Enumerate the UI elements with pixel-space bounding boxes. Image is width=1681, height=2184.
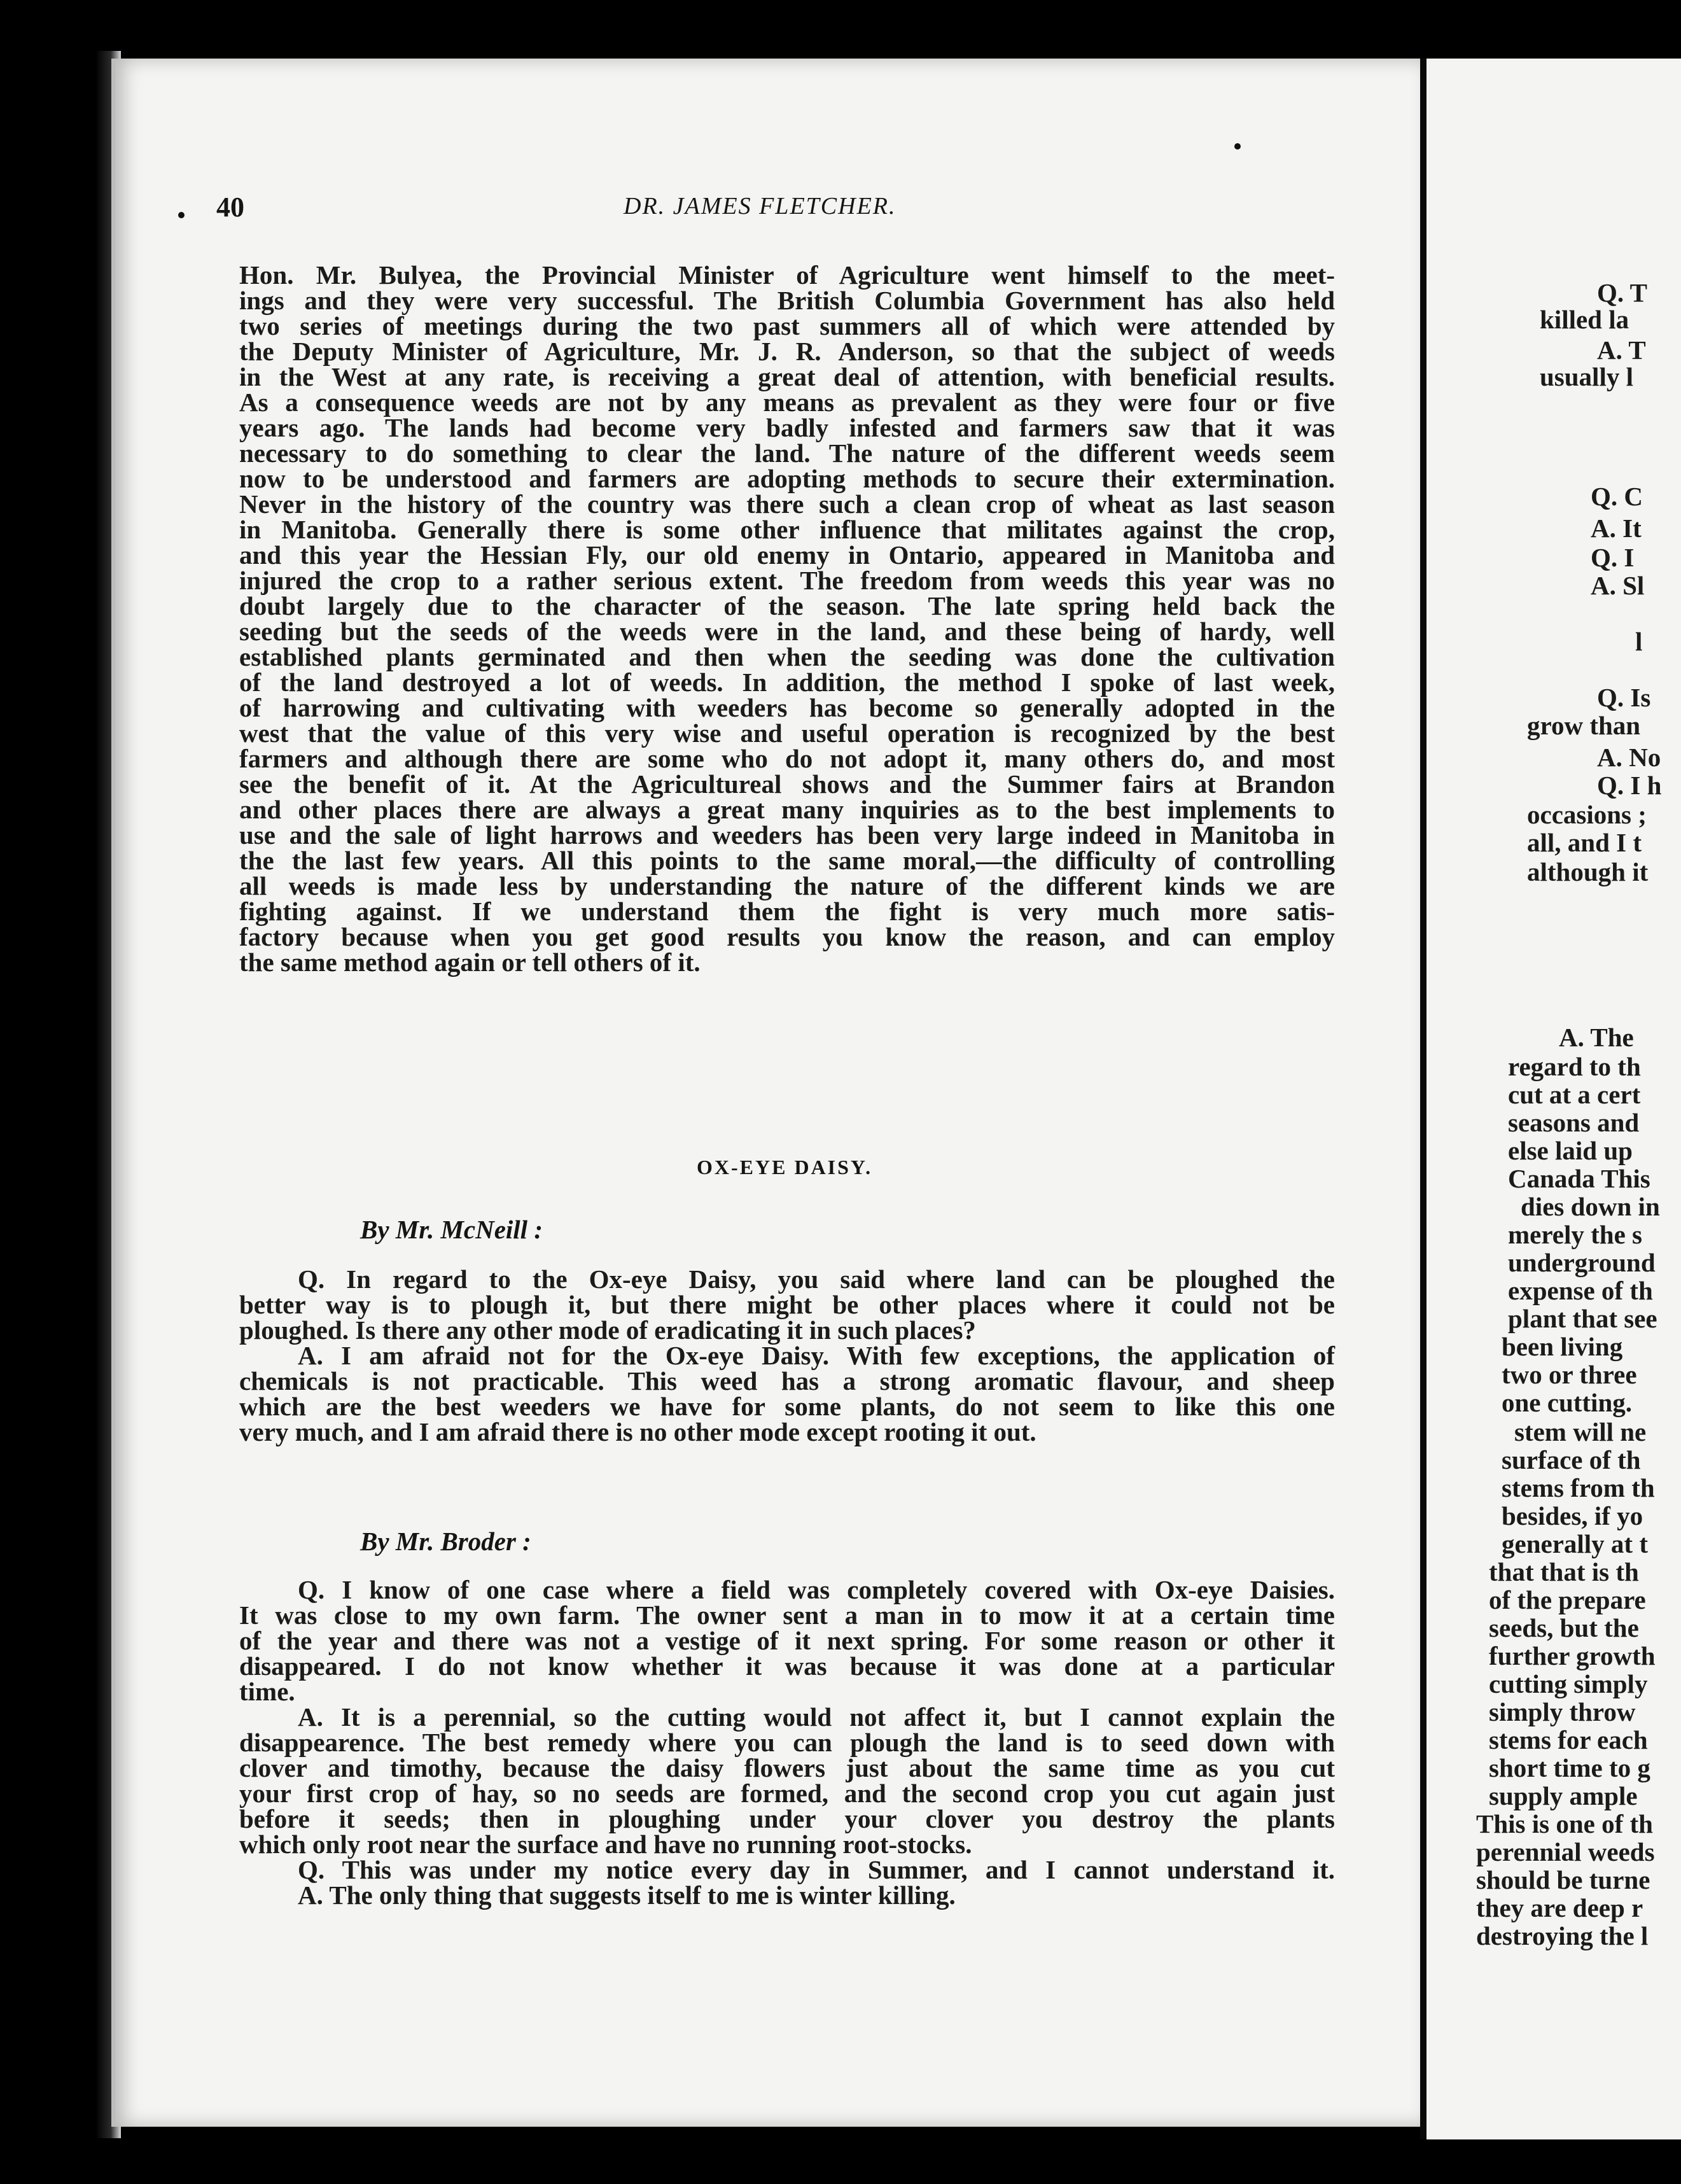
fragment-line: surface of th <box>1502 1445 1641 1474</box>
text-line: clover and timothy, because the daisy flowers just about the same time as you cut <box>239 1753 1335 1782</box>
fragment-line: merely the s <box>1508 1220 1643 1249</box>
section-title: OX-EYE DAISY. <box>697 1156 873 1179</box>
text-line: very much, and I am afraid there is no other mode except rooting it out. <box>239 1417 1036 1446</box>
fragment-line: simply throw <box>1489 1697 1636 1726</box>
text-line: which are the best weeders we have for some plants, do not seem to like this one <box>239 1392 1335 1421</box>
fragment-line: A. T <box>1597 335 1646 365</box>
fragment-line: Q. C <box>1591 482 1643 511</box>
text-line: Hon. Mr. Bulyea, the Provincial Minister of Agriculture went himself to the meet- <box>239 260 1335 290</box>
fragment-line: stems from th <box>1502 1473 1655 1502</box>
fragment-line: supply ample <box>1489 1781 1638 1810</box>
running-head: DR. JAMES FLETCHER. <box>624 193 896 220</box>
page-number: 40 <box>216 192 244 223</box>
fragment-line: been living <box>1502 1332 1623 1361</box>
text-line: see the benefit of it. At the Agricultureal shows and the Summer fairs at Brandon <box>239 769 1335 799</box>
fragment-line: Q. I <box>1591 543 1635 572</box>
text-line: established plants germinated and then when the seeding was done the cultivation <box>239 642 1335 671</box>
fragment-line: else laid up <box>1508 1136 1633 1165</box>
fragment-line: destroying the l <box>1476 1921 1649 1950</box>
fragment-line: that that is th <box>1489 1557 1639 1586</box>
fragment-line: A. The <box>1559 1023 1634 1052</box>
text-line: factory because when you get good results you know the reason, and can employ <box>239 922 1335 951</box>
page-speck <box>1234 143 1241 150</box>
question-line: Q. This was under my notice every day in Summer, and I cannot understand it. <box>298 1855 1335 1884</box>
qa-block-mcneill <box>239 1266 1335 1445</box>
text-line: It was close to my own farm. The owner sent a man in to mow it at a certain time <box>239 1600 1335 1630</box>
text-line: of harrowing and cultivating with weeders has become so generally adopted in the <box>239 693 1335 722</box>
speaker-heading: By Mr. McNeill : <box>360 1215 543 1244</box>
text-line: the the last few years. All this points to the same moral,—the difficulty of controlling <box>239 846 1335 875</box>
text-line: the same method again or tell others of it. <box>239 948 701 977</box>
fragment-line: stem will ne <box>1514 1417 1647 1446</box>
text-line: Never in the history of the country was there such a clean crop of wheat as last season <box>239 489 1335 519</box>
text-line: better way is to plough it, but there might be other places where it could not be <box>239 1290 1335 1319</box>
text-line: in the West at any rate, is receiving a great deal of attention, with beneficial results. <box>239 362 1335 391</box>
fragment-line: all, and I t <box>1527 828 1642 857</box>
fragment-line: besides, if yo <box>1502 1501 1643 1530</box>
fragment-line: grow than <box>1527 711 1641 740</box>
fragment-line: short time to g <box>1489 1753 1650 1782</box>
text-line: doubt largely due to the character of the season. The late spring held back the <box>239 591 1335 620</box>
text-line: As a consequence weeds are not by any means as prevalent as they were four or five <box>239 388 1335 417</box>
fragment-line: two or three <box>1502 1360 1637 1389</box>
fragment-line: expense of th <box>1508 1276 1653 1305</box>
fragment-line: Q. T <box>1597 278 1647 307</box>
answer-line: A. I am afraid not for the Ox-eye Daisy. With few exceptions, the application of <box>298 1341 1335 1370</box>
page-header <box>216 191 1649 229</box>
qa-block-broder <box>239 1577 1335 1908</box>
text-line: and this year the Hessian Fly, our old enemy in Ontario, appeared in Manitoba and <box>239 540 1335 570</box>
text-line: all weeds is made less by understanding the nature of the different kinds we are <box>239 871 1335 900</box>
text-line: fighting against. If we understand them the fight is very much more satis- <box>239 897 1335 926</box>
fragment-line: usually l <box>1540 362 1633 391</box>
fragment-line: should be turne <box>1476 1865 1650 1894</box>
text-line: years ago. The lands had become very badly infested and farmers saw that it was <box>239 413 1335 442</box>
text-line: disappearence. The best remedy where you can plough the land is to seed down with <box>239 1728 1335 1757</box>
text-line: ings and they were very successful. The British Columbia Government has also held <box>239 286 1335 315</box>
fragment-line: underground <box>1508 1248 1656 1277</box>
text-line: farmers and although there are some who do not adopt it, many others do, and most <box>239 744 1335 773</box>
fragment-line: This is one of th <box>1476 1809 1653 1838</box>
fragment-line: occasions ; <box>1527 800 1647 829</box>
fragment-line: l <box>1635 627 1643 656</box>
page-speck <box>178 212 185 218</box>
text-line: now to be understood and farmers are adopting methods to secure their extermination. <box>239 464 1335 493</box>
text-line: time. <box>239 1677 295 1706</box>
fragment-line: A. It <box>1591 514 1642 543</box>
question-line: Q. I know of one case where a field was completely covered with Ox-eye Daisies. <box>298 1575 1335 1604</box>
text-line: in Manitoba. Generally there is some other influence that militates against the crop, <box>239 515 1335 544</box>
fragment-line: killed la <box>1540 305 1629 334</box>
fragment-line: although it <box>1527 857 1649 886</box>
text-line: use and the sale of light harrows and weeders has been very large indeed in Manitoba in <box>239 820 1335 850</box>
fragment-line: A. No <box>1597 743 1661 772</box>
fragment-line: generally at t <box>1502 1529 1648 1558</box>
fragment-line: further growth <box>1489 1641 1656 1670</box>
fragment-line: one cutting. <box>1502 1388 1632 1417</box>
fragment-line: perennial weeds <box>1476 1837 1655 1866</box>
fragment-line: seasons and <box>1508 1108 1640 1137</box>
speaker-heading: By Mr. Broder : <box>360 1527 531 1556</box>
text-line: the Deputy Minister of Agriculture, Mr. J. R. Anderson, so that the subject of weeds <box>239 337 1335 366</box>
fragment-line: A. Sl <box>1591 571 1645 600</box>
answer-line: A. The only thing that suggests itself to me is winter killing. <box>298 1880 956 1910</box>
fragment-line: seeds, but the <box>1489 1613 1639 1642</box>
fragment-line: dies down in <box>1521 1192 1660 1221</box>
text-line: west that the value of this very wise and useful operation is recognized by the best <box>239 718 1335 748</box>
answer-line: A. It is a perennial, so the cutting would not affect it, but I cannot explain the <box>298 1702 1335 1732</box>
fragment-line: cutting simply <box>1489 1669 1648 1698</box>
fragment-line: Q. Is <box>1597 683 1651 712</box>
text-line: necessary to do something to clear the land. The nature of the different weeds seem <box>239 438 1335 468</box>
fragment-line: Canada This <box>1508 1164 1650 1193</box>
text-line: of the land destroyed a lot of weeds. In addition, the method I spoke of last week, <box>239 668 1335 697</box>
text-line: two series of meetings during the two past summers all of which were attended by <box>239 311 1335 340</box>
question-line: Q. In regard to the Ox-eye Daisy, you said where land can be ploughed the <box>298 1264 1335 1294</box>
text-line: your first crop of hay, so no seeds are formed, and the second crop you cut again just <box>239 1779 1335 1808</box>
text-line: disappeared. I do not know whether it was because it was done at a particular <box>239 1651 1335 1681</box>
fragment-line: plant that see <box>1508 1304 1657 1333</box>
fragment-line: cut at a cert <box>1508 1080 1641 1109</box>
text-line: seeding but the seeds of the weeds were in the land, and these being of hardy, well <box>239 617 1335 646</box>
text-line: chemicals is not practicable. This weed has a strong aromatic flavour, and sheep <box>239 1366 1335 1396</box>
fragment-line: stems for each <box>1489 1725 1648 1754</box>
text-line: ploughed. Is there any other mode of eradicating it in such places? <box>239 1315 976 1345</box>
text-line: injured the crop to a rather serious extent. The freedom from weeds this year was no <box>239 566 1335 595</box>
fragment-line: of the prepare <box>1489 1585 1646 1614</box>
text-line: of the year and there was not a vestige of it next spring. For some reason or other it <box>239 1626 1335 1655</box>
text-line: which only root near the surface and have no running root-stocks. <box>239 1830 972 1859</box>
fragment-line: they are deep r <box>1476 1893 1643 1922</box>
fragment-line: Q. I h <box>1597 771 1662 800</box>
text-line: and other places there are always a great many inquiries as to the best implements to <box>239 795 1335 824</box>
fragment-line: regard to th <box>1508 1052 1641 1081</box>
text-line: before it seeds; then in ploughing under your clover you destroy the plants <box>239 1804 1335 1833</box>
intro-paragraph <box>239 262 1335 975</box>
